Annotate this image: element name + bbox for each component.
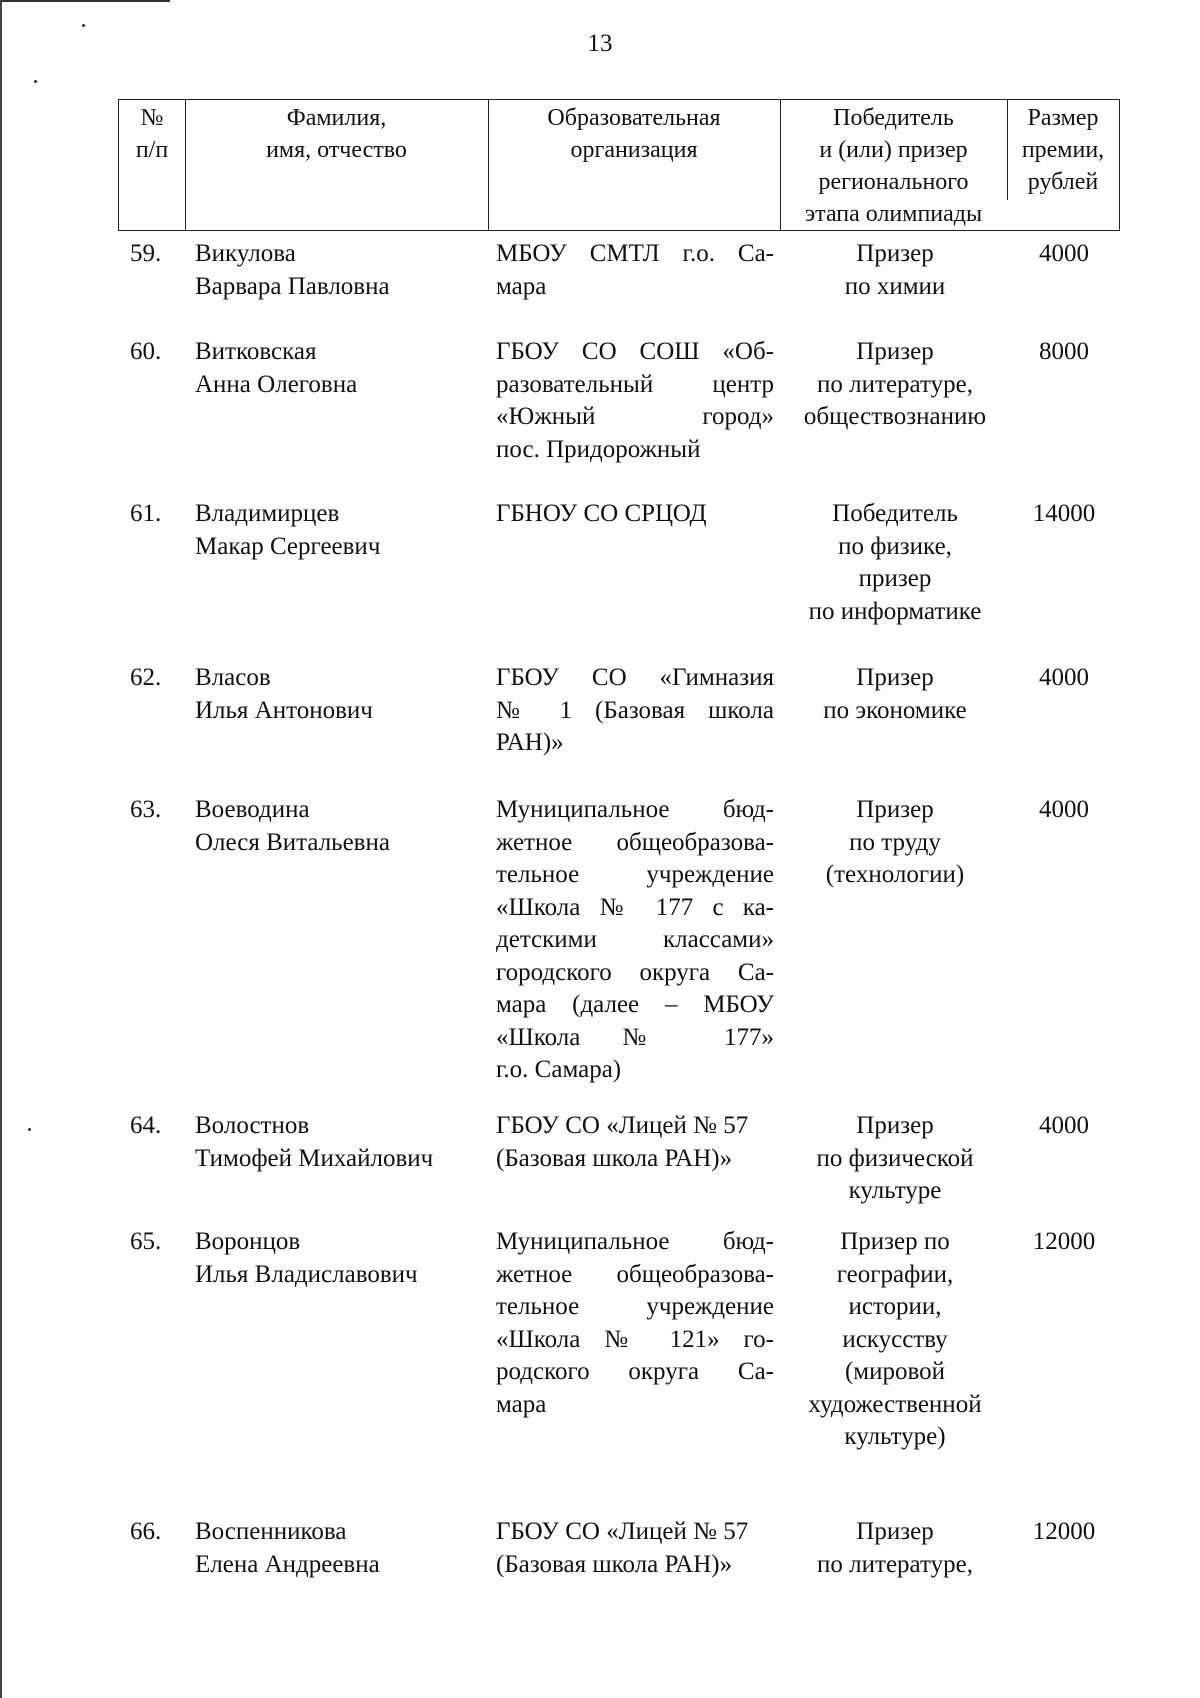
- result-line: по физике,: [838, 532, 952, 560]
- olympiad-result: [782, 794, 1008, 892]
- olympiad-result: [782, 1516, 1008, 1581]
- result-line: Призер: [856, 338, 934, 365]
- student-name: [195, 662, 485, 727]
- name-line: Анна Олеговна: [195, 370, 358, 398]
- org-line: г.о. Самара): [496, 1056, 622, 1083]
- header-num: [119, 100, 185, 230]
- org-line: родского округа Са-: [496, 1358, 774, 1385]
- prize-amount: 14000: [1032, 500, 1096, 527]
- org-line: ГБОУ СО «Гимназия: [496, 664, 774, 691]
- row-number: 59.: [130, 240, 162, 267]
- org-line: РАН)»: [496, 729, 564, 756]
- header-fio-line: имя, отчество: [266, 137, 407, 163]
- result-line: искусству: [842, 1325, 948, 1353]
- name-line: Макар Сергеевич: [195, 532, 381, 560]
- org-line: Муниципальное бюд-: [496, 1228, 774, 1255]
- result-line: Призер: [856, 1112, 934, 1139]
- olympiad-result: [782, 498, 1008, 628]
- scan-speck: [34, 80, 37, 83]
- organization: [496, 794, 774, 1087]
- org-line: тельное учреждение: [496, 861, 774, 888]
- name-line: Витковская: [195, 338, 317, 365]
- row-number: 61.: [130, 500, 162, 527]
- prize-amount: 8000: [1039, 338, 1089, 365]
- org-line: детскими классами»: [496, 926, 774, 953]
- result-line: Призер: [856, 796, 934, 823]
- org-line: «Школа № 177»: [496, 1023, 774, 1051]
- prize-amount: 4000: [1039, 664, 1089, 691]
- org-line: разовательный центр: [496, 370, 774, 398]
- org-line: городского округа Са-: [496, 958, 774, 986]
- header-result-line: и (или) призер: [819, 137, 968, 163]
- result-line: Призер: [856, 664, 934, 691]
- org-line: ГБОУ СО «Лицей № 57: [496, 1518, 749, 1545]
- result-line: (технологии): [825, 861, 965, 888]
- result-line: Призер по: [840, 1228, 950, 1255]
- row-number: 65.: [130, 1228, 162, 1255]
- result-line: (мировой: [844, 1358, 946, 1385]
- header-result-line: Победитель: [833, 105, 954, 131]
- header-prize-line: премии,: [1021, 137, 1105, 163]
- name-line: Варвара Павловна: [195, 272, 390, 300]
- header-org: [488, 100, 780, 230]
- row-number: 62.: [130, 664, 162, 691]
- student-name: [195, 1516, 485, 1581]
- org-line: жетное общеобразова-: [496, 828, 774, 856]
- header-result-line: регионального: [818, 169, 969, 195]
- org-line: «Школа № 177 с ка-: [496, 893, 774, 921]
- name-line: Волостнов: [195, 1112, 310, 1139]
- result-line: по литературе,: [817, 1550, 973, 1578]
- page-number: 13: [587, 30, 613, 57]
- scan-edge-top: [0, 0, 170, 2]
- student-name: [195, 498, 485, 563]
- result-line: географии,: [836, 1260, 954, 1288]
- name-line: Владимирцев: [195, 500, 340, 527]
- org-line: (Базовая школа РАН)»: [496, 1550, 733, 1578]
- result-line: культуре: [848, 1177, 942, 1204]
- organization: [496, 498, 774, 531]
- result-line: Призер: [856, 1518, 934, 1545]
- header-num-line: №: [140, 105, 164, 131]
- organization: [496, 1516, 774, 1581]
- org-line: тельное учреждение: [496, 1293, 774, 1320]
- olympiad-result: [782, 336, 1008, 434]
- name-line: Викулова: [195, 240, 296, 267]
- olympiad-result: [782, 1226, 1008, 1454]
- name-line: Власов: [195, 664, 271, 691]
- row-number: 66.: [130, 1518, 162, 1545]
- prize-amount: 12000: [1032, 1228, 1096, 1255]
- organization: [496, 662, 774, 760]
- header-result-line: этапа олимпиады: [804, 201, 983, 227]
- org-line: (Базовая школа РАН)»: [496, 1144, 733, 1172]
- org-line: ГБНОУ СО СРЦОД: [496, 500, 707, 527]
- header-prize-line: Размер: [1027, 105, 1099, 131]
- org-line: Муниципальное бюд-: [496, 796, 774, 823]
- header-num-line: п/п: [135, 137, 169, 163]
- result-line: призер: [858, 565, 932, 592]
- result-line: по труду: [849, 828, 941, 856]
- prize-amount: 4000: [1039, 240, 1089, 267]
- org-line: пос. Придорожный: [496, 435, 701, 463]
- scan-speck: [28, 1128, 31, 1131]
- org-line: мара: [496, 272, 547, 300]
- result-line: культуре): [844, 1423, 946, 1450]
- header-org-line: Образовательная: [547, 105, 721, 131]
- olympiad-result: [782, 1110, 1008, 1208]
- table-header: [118, 99, 1120, 231]
- org-line: ГБОУ СО «Лицей № 57: [496, 1112, 749, 1139]
- scan-speck: [82, 24, 85, 27]
- header-fio-line: Фамилия,: [286, 105, 387, 131]
- header-org-line: организация: [570, 137, 698, 163]
- org-line: № 1 (Базовая школа: [496, 696, 774, 724]
- name-line: Илья Антонович: [195, 696, 373, 724]
- olympiad-result: [782, 662, 1008, 727]
- result-line: истории,: [848, 1293, 942, 1320]
- organization: [496, 336, 774, 466]
- result-line: обществознанию: [803, 403, 987, 430]
- name-line: Олеся Витальевна: [195, 828, 390, 856]
- result-line: по экономике: [823, 696, 967, 724]
- name-line: Илья Владиславович: [195, 1260, 418, 1288]
- header-prize: [1007, 100, 1119, 230]
- prize-amount: 12000: [1032, 1518, 1096, 1545]
- header-result: [780, 100, 1007, 230]
- student-name: [195, 238, 485, 303]
- prize-amount: 4000: [1039, 796, 1089, 823]
- name-line: Елена Андреевна: [195, 1550, 380, 1578]
- org-line: ГБОУ СО СОШ «Об-: [496, 338, 774, 365]
- olympiad-result: [782, 238, 1008, 303]
- result-line: по химии: [844, 272, 946, 300]
- result-line: по информатике: [808, 597, 982, 625]
- scan-edge-left: [0, 0, 2, 1698]
- organization: [496, 1226, 774, 1421]
- name-line: Воронцов: [195, 1228, 301, 1255]
- name-line: Воспенникова: [195, 1518, 347, 1545]
- prize-amount: 4000: [1039, 1112, 1089, 1139]
- org-line: жетное общеобразова-: [496, 1260, 774, 1288]
- student-name: [195, 794, 485, 859]
- header-fio: [185, 100, 488, 230]
- result-line: по литературе,: [817, 370, 973, 398]
- row-number: 60.: [130, 338, 162, 365]
- org-line: мара (далее – МБОУ: [496, 991, 774, 1018]
- name-line: Воеводина: [195, 796, 310, 823]
- row-number: 64.: [130, 1112, 162, 1139]
- student-name: [195, 1226, 485, 1291]
- student-name: [195, 336, 485, 401]
- result-line: Призер: [856, 240, 934, 267]
- header-prize-line: рублей: [1027, 169, 1099, 195]
- name-line: Тимофей Михайлович: [195, 1144, 434, 1172]
- org-line: мара: [496, 1390, 547, 1418]
- org-line: МБОУ СМТЛ г.о. Са-: [496, 240, 774, 267]
- org-line: «Южный город»: [496, 403, 774, 430]
- org-line: «Школа № 121» го-: [496, 1325, 774, 1353]
- organization: [496, 238, 774, 303]
- result-line: художественной: [808, 1390, 982, 1418]
- result-line: Победитель: [832, 500, 958, 527]
- result-line: по физической: [816, 1144, 974, 1172]
- organization: [496, 1110, 774, 1175]
- row-number: 63.: [130, 796, 162, 823]
- student-name: [195, 1110, 485, 1175]
